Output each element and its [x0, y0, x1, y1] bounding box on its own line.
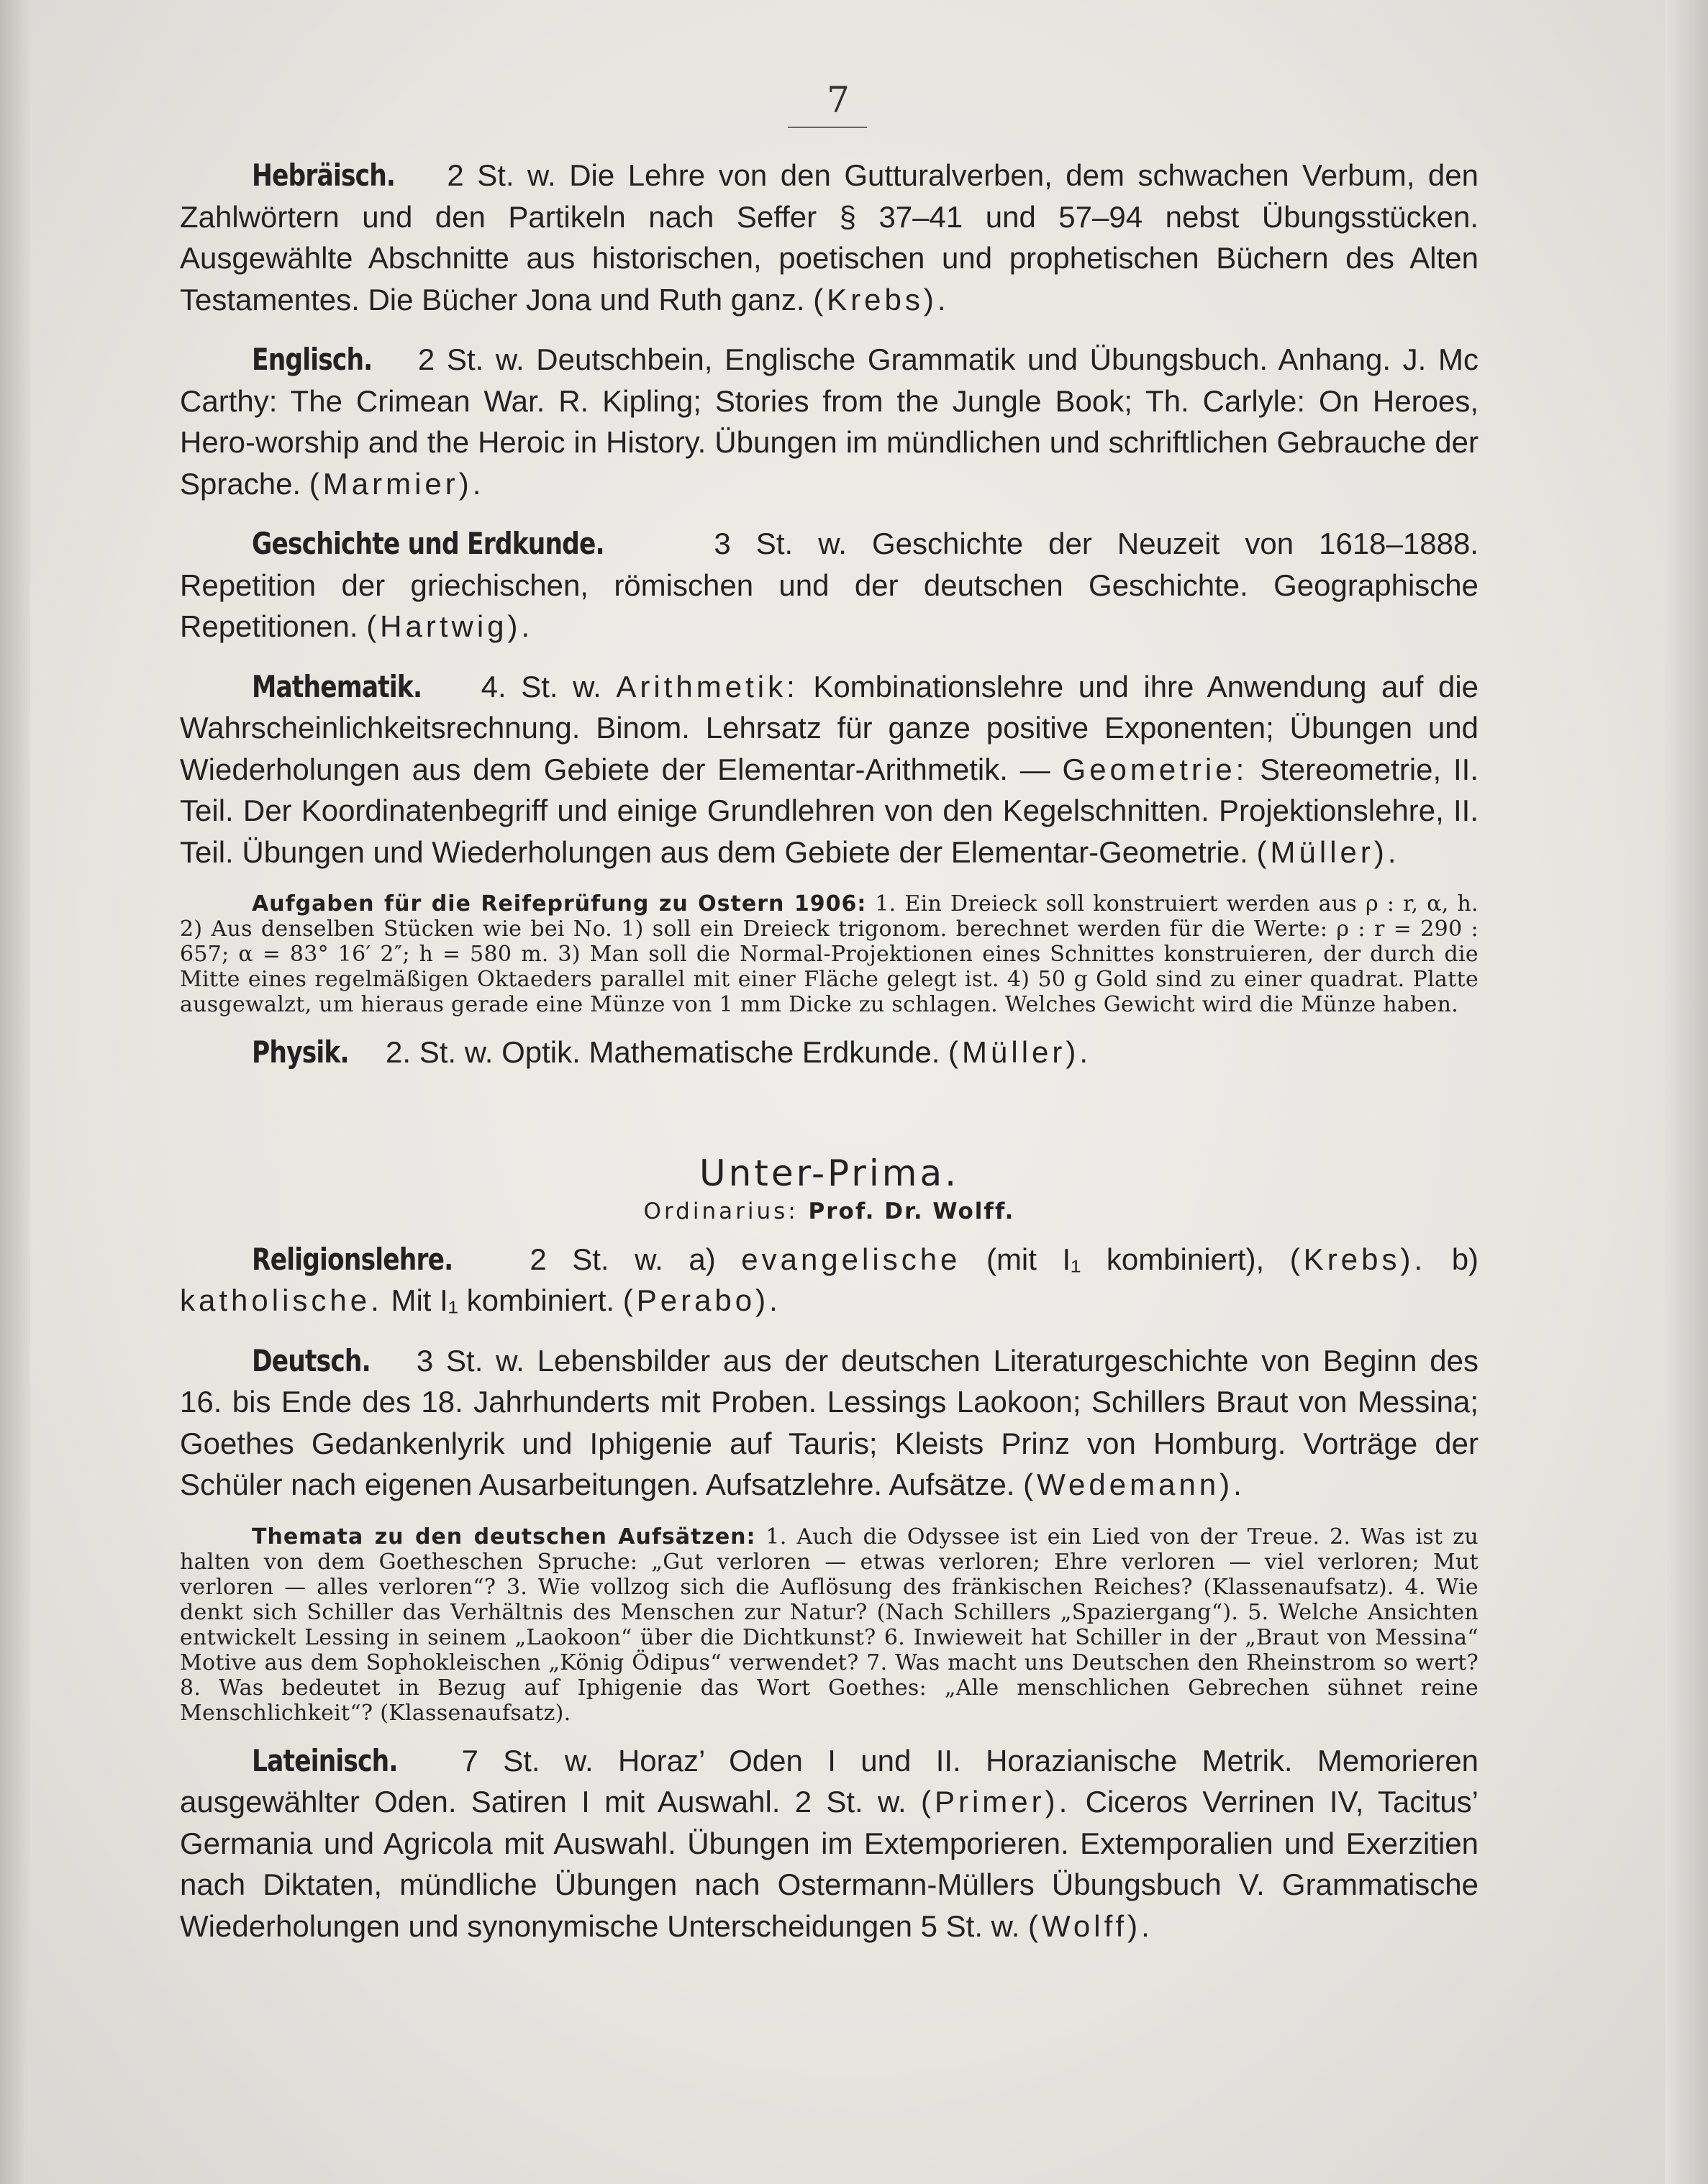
- paragraph-englisch: [180, 339, 1478, 504]
- paragraph-text: 4. St. w.: [481, 669, 601, 704]
- teacher-name: (Primer).: [920, 1785, 1071, 1819]
- teacher-name: (Wedemann).: [1023, 1468, 1245, 1501]
- teacher-name: (Müller).: [948, 1035, 1092, 1069]
- paragraph-text: (mit I₁ kombiniert),: [986, 1242, 1265, 1276]
- note-heading: Themata zu den deutschen Aufsätzen:: [252, 1524, 756, 1550]
- page-number: 7: [827, 79, 850, 121]
- ordinarius-line: [180, 1198, 1478, 1224]
- paragraph-religion: [180, 1239, 1478, 1321]
- paragraph-text: 3 St. w. Geschichte der Neuzeit von 1618–1888. Repetition der griechischen, römischen und der deutschen Geschichte. Geographische Repetitionen.: [180, 527, 1478, 643]
- spaced-label: evangelische: [741, 1242, 961, 1276]
- teacher-name: (Krebs).: [1289, 1242, 1427, 1276]
- page-number-rule: [788, 127, 867, 128]
- subject-heading: Englisch.: [252, 342, 373, 377]
- paragraph-lateinisch: [180, 1740, 1478, 1947]
- paragraph-text: 2 St. w. a): [530, 1242, 716, 1276]
- teacher-name: (Wolff).: [1028, 1908, 1153, 1943]
- paragraph-text: 2. St. w. Optik. Mathematische Erdkunde.: [386, 1035, 940, 1069]
- paragraph-geschichte: [180, 523, 1478, 647]
- subject-heading: Deutsch.: [252, 1342, 371, 1378]
- paragraph-hebraisch: [180, 155, 1478, 320]
- note-heading: Aufgaben für die Reifeprüfung zu Ostern 1906:: [252, 891, 867, 916]
- ordinarius-label: Ordinarius:: [643, 1198, 799, 1224]
- subject-heading: Lateinisch.: [252, 1742, 398, 1778]
- teacher-name: (Krebs).: [813, 282, 950, 317]
- scan-edge-right: [1665, 0, 1708, 2184]
- ordinarius-name: Prof. Dr. Wolff.: [808, 1198, 1015, 1224]
- paragraph-text: 7 St. w. Horaz’ Oden I und II. Horazianische Metrik. Memorieren ausgewählter Oden. Satiren I mit Auswahl. 2 St. w.: [180, 1743, 1478, 1819]
- paragraph-text: Ciceros Verrinen IV, Tacitus’ Germania und Agricola mit Auswahl. Übungen im Extemporieren. Extemporalien und Exerzitien nach Diktaten, mündliche Übungen nach Ostermann-Müllers Übungsbuch V. Grammatische Wiederholungen und synonymische Unterscheidungen 5 St. w.: [180, 1785, 1478, 1943]
- paragraph-text: 3 St. w. Lebensbilder aus der deutschen Literaturgeschichte von Beginn des 16. bis Ende des 18. Jahrhunderts mit Proben. Lessings Laokoon; Schillers Braut von Messina; Goethes Gedankenlyrik und Iphigenie auf Tauris; Kleists Prinz von Homburg. Vorträge der Schüler nach eigenen Ausarbeitungen. Aufsatzlehre. Aufsätze.: [180, 1343, 1478, 1501]
- teacher-name: (Perabo).: [622, 1283, 781, 1317]
- scan-edge-left: [0, 0, 30, 2184]
- subject-heading: Physik.: [252, 1034, 349, 1070]
- text-column: [180, 155, 1478, 1965]
- subject-heading: Mathematik.: [252, 668, 422, 704]
- spaced-label: Arithmetik:: [616, 669, 799, 704]
- paragraph-physik: [180, 1032, 1478, 1073]
- subject-heading: Hebräisch.: [252, 158, 396, 193]
- themata-note: [180, 1524, 1478, 1726]
- note-text: 1. Ein Dreieck soll konstruiert werden aus ρ : r, α, h. 2) Aus denselben Stücken wie bei No. 1) soll ein Dreieck trigonom. berechnet werden für die Werte: ρ : r = 290 : 657; α = 83° 16′ 2″; h = 580 m. 3) Man soll die Normal-Projektionen eines Schnittes konstruieren, der durch die Mitte eines regelmäßigen Oktaeders parallel mit einer Fläche gelegt ist. 4) 50 g Gold sind zu einer quadrat. Platte ausgewalzt, um hieraus gerade eine Münze von 1 mm Dicke zu schlagen. Welches Gewicht wird die Münze haben.: [180, 891, 1478, 1017]
- paragraph-text: b): [1451, 1242, 1479, 1276]
- aufgaben-note: [180, 891, 1478, 1017]
- paragraph-mathematik: [180, 666, 1478, 873]
- spaced-label: Geometrie:: [1062, 752, 1248, 786]
- section-title: Unter-Prima.: [699, 1152, 959, 1194]
- teacher-name: (Hartwig).: [366, 609, 534, 643]
- subject-heading: Geschichte und Erdkunde.: [252, 526, 604, 561]
- teacher-name: (Müller).: [1256, 834, 1400, 869]
- paragraph-text: Stereometrie, II. Teil. Der Koordinatenbegriff und einige Grundlehren von den Kegelschnitten. Projektionslehre, II. Teil. Übungen und Wiederholungen aus dem Gebiete der Elementar-Geometrie.: [180, 752, 1479, 869]
- note-text: 1. Auch die Odyssee ist ein Lied von der Treue. 2. Was ist zu halten von dem Goetheschen Spruche: „Gut verloren — etwas verloren; Ehre verloren — viel verloren; Mut verloren — alles verloren“? 3. Wie vollzog sich die Auflösung des fränkischen Reiches? (Klassenaufsatz). 4. Wie denkt sich Schiller das Verhältnis des Menschen zur Natur? (Nach Schillers „Spaziergang“). 5. Welche Ansichten entwickelt Lessing in seinem „Laokoon“ über die Dichtkunst? 6. Inwieweit hat Schiller in der „Braut von Messina“ Motive aus dem Sophokleischen „König Ödipus“ verwendet? 7. Was macht uns Deutschen den Rheinstrom so wert? 8. Was bedeutet in Bezug auf Iphigenie das Wort Goethes: „Alle menschlichen Gebrechen sühnet reine Menschlichkeit“? (Klassenaufsatz).: [180, 1524, 1478, 1726]
- spaced-label: katholische.: [180, 1283, 383, 1317]
- paragraph-text: 2 St. w. Die Lehre von den Gutturalverben, dem schwachen Verbum, den Zahlwörtern und den Partikeln nach Seffer § 37–41 und 57–94 nebst Übungsstücken. Ausgewählte Abschnitte aus historischen, poetischen und prophetischen Büchern des Alten Testamentes. Die Bücher Jona und Ruth ganz.: [180, 158, 1478, 317]
- subject-heading: Religionslehre.: [252, 1241, 453, 1277]
- paragraph-text: Kombinationslehre und ihre Anwendung auf die Wahrscheinlichkeitsrechnung. Binom. Lehrsatz für ganze positive Exponenten; Übungen und Wiederholungen aus dem Gebiete der Elementar-Arithmetik. —: [180, 669, 1479, 786]
- paragraph-text: 2 St. w. Deutschbein, Englische Grammatik und Übungsbuch. Anhang. J. Mc Carthy: The Crimean War. R. Kipling; Stories from the Jungle Book; Th. Carlyle: On Heroes, Hero-worship and the Heroic in History. Übungen im mündlichen und schriftlichen Gebrauche der Sprache.: [180, 342, 1478, 501]
- paragraph-deutsch: [180, 1340, 1478, 1506]
- paragraph-text: Mit I₁ kombiniert.: [391, 1283, 615, 1317]
- teacher-name: (Marmier).: [309, 466, 485, 501]
